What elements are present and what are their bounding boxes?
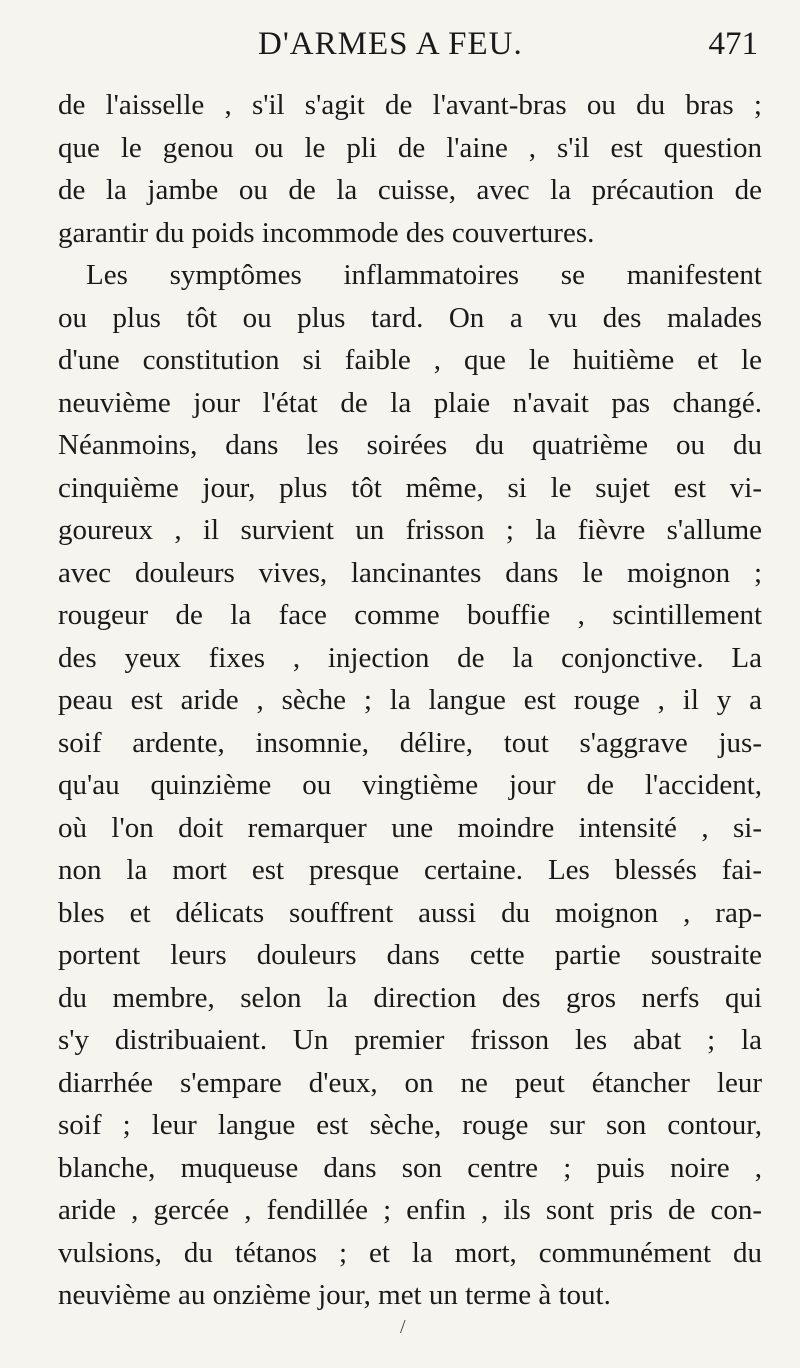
stray-mark: / bbox=[400, 1316, 406, 1338]
text-line: avec douleurs vives, lancinantes dans le moignon ; bbox=[58, 556, 762, 589]
text-line: blanche, muqueuse dans son centre ; puis noire , bbox=[58, 1151, 762, 1184]
text-line: rougeur de la face comme bouffie , scintillement bbox=[58, 599, 762, 631]
text-line: portent leurs douleurs dans cette partie soustraite bbox=[58, 939, 762, 971]
text-line: goureux , il survient un frisson ; la fièvre s'allume bbox=[58, 514, 762, 546]
text-line: que le genou ou le pli de l'aine , s'il est question bbox=[58, 131, 762, 164]
text-line: de la jambe ou de la cuisse, avec la précaution de bbox=[58, 174, 762, 206]
body-text bbox=[58, 84, 762, 1317]
text-line: diarrhée s'empare d'eux, on ne peut étancher leur bbox=[58, 1066, 762, 1099]
running-title: D'ARMES A FEU. bbox=[258, 26, 523, 62]
text-line: du membre, selon la direction des gros nerfs qui bbox=[58, 981, 762, 1014]
text-line: d'une constitution si faible , que le huitième et le bbox=[58, 344, 762, 376]
text-line: cinquième jour, plus tôt même, si le sujet est vi- bbox=[58, 471, 762, 504]
text-line: où l'on doit remarquer une moindre intensité , si- bbox=[58, 811, 762, 844]
page-number: 471 bbox=[708, 26, 758, 62]
text-line: soif ; leur langue est sèche, rouge sur son contour, bbox=[58, 1109, 762, 1141]
text-line: ou plus tôt ou plus tard. On a vu des malades bbox=[58, 301, 762, 334]
text-line: garantir du poids incommode des couvertures. bbox=[58, 216, 595, 249]
text-line: bles et délicats souffrent aussi du moignon , rap- bbox=[58, 896, 762, 929]
text-line: des yeux fixes , injection de la conjonctive. La bbox=[58, 641, 762, 674]
text-line: aride , gercée , fendillée ; enfin , ils sont pris de con- bbox=[58, 1194, 762, 1226]
text-line: qu'au quinzième ou vingtième jour de l'accident, bbox=[58, 769, 762, 801]
text-line: non la mort est presque certaine. Les blessés fai- bbox=[58, 854, 762, 886]
text-line: neuvième au onzième jour, met un terme à tout. bbox=[58, 1279, 611, 1311]
text-line: peau est aride , sèche ; la langue est rouge , il y a bbox=[58, 684, 762, 716]
text-line: s'y distribuaient. Un premier frisson les abat ; la bbox=[58, 1024, 762, 1056]
page-header bbox=[58, 26, 758, 70]
text-line: de l'aisselle , s'il s'agit de l'avant-bras ou du bras ; bbox=[58, 89, 762, 121]
text-line: vulsions, du tétanos ; et la mort, communément du bbox=[58, 1236, 762, 1269]
paragraph-start-line: Les symptômes inflammatoires se manifestent bbox=[86, 259, 762, 291]
text-line: Néanmoins, dans les soirées du quatrième ou du bbox=[58, 429, 762, 461]
text-line: neuvième jour l'état de la plaie n'avait pas changé. bbox=[58, 386, 762, 419]
text-line: soif ardente, insomnie, délire, tout s'aggrave jus- bbox=[58, 726, 762, 759]
